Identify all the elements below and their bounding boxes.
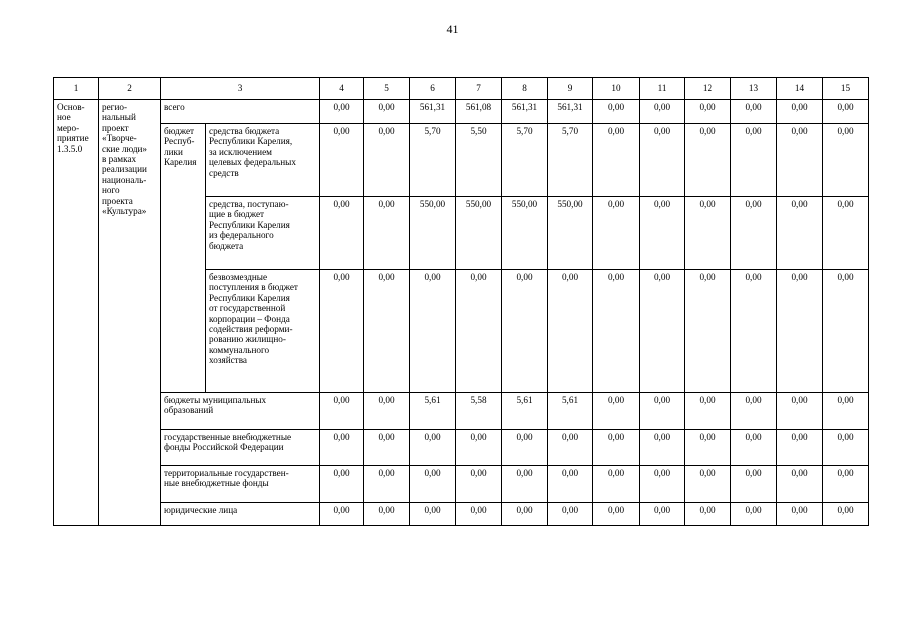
value-cell: 0,00 [685, 124, 731, 197]
header-row [54, 78, 869, 100]
value-cell: 0,00 [456, 503, 502, 526]
value-cell: 0,00 [823, 197, 869, 270]
value-cell: 0,00 [593, 430, 640, 466]
value-cell: 0,00 [364, 270, 410, 393]
value-cell: 0,00 [640, 100, 685, 124]
value-cell: 5,58 [456, 393, 502, 430]
value-cell: 0,00 [593, 197, 640, 270]
value-cell: 0,00 [502, 430, 548, 466]
value-cell: 550,00 [456, 197, 502, 270]
value-cell: 0,00 [823, 100, 869, 124]
value-cell: 0,00 [823, 466, 869, 503]
group-cell: бюджет Респуб- лики Карелия [161, 124, 206, 393]
value-cell: 0,00 [777, 503, 823, 526]
value-cell: 0,00 [823, 393, 869, 430]
value-cell: 0,00 [685, 197, 731, 270]
table-row [54, 466, 869, 503]
budget-table [53, 77, 869, 526]
table-row [54, 393, 869, 430]
row-label: бюджеты муниципальных образований [161, 393, 320, 430]
value-cell: 550,00 [410, 197, 456, 270]
value-cell: 561,08 [456, 100, 502, 124]
value-cell: 0,00 [320, 430, 364, 466]
value-cell: 0,00 [685, 466, 731, 503]
value-cell: 550,00 [548, 197, 593, 270]
col-header: 4 [320, 78, 364, 100]
value-cell: 0,00 [731, 393, 777, 430]
value-cell: 0,00 [823, 503, 869, 526]
value-cell: 5,61 [410, 393, 456, 430]
value-cell: 0,00 [364, 197, 410, 270]
value-cell: 0,00 [640, 466, 685, 503]
value-cell: 5,61 [548, 393, 593, 430]
value-cell: 0,00 [320, 100, 364, 124]
value-cell: 0,00 [823, 124, 869, 197]
value-cell: 0,00 [320, 393, 364, 430]
value-cell: 0,00 [502, 270, 548, 393]
value-cell: 561,31 [410, 100, 456, 124]
col-header: 13 [731, 78, 777, 100]
value-cell: 0,00 [456, 270, 502, 393]
value-cell: 0,00 [685, 430, 731, 466]
value-cell: 0,00 [731, 430, 777, 466]
value-cell: 0,00 [410, 503, 456, 526]
col-header: 8 [502, 78, 548, 100]
value-cell: 0,00 [640, 197, 685, 270]
value-cell: 0,00 [410, 430, 456, 466]
value-cell: 0,00 [593, 100, 640, 124]
value-cell: 0,00 [777, 100, 823, 124]
value-cell: 5,61 [502, 393, 548, 430]
value-cell: 0,00 [777, 430, 823, 466]
value-cell: 0,00 [777, 270, 823, 393]
value-cell: 5,70 [548, 124, 593, 197]
value-cell: 0,00 [456, 466, 502, 503]
value-cell: 0,00 [410, 270, 456, 393]
value-cell: 0,00 [593, 393, 640, 430]
col-header: 5 [364, 78, 410, 100]
value-cell: 0,00 [823, 430, 869, 466]
value-cell: 550,00 [502, 197, 548, 270]
value-cell: 0,00 [548, 466, 593, 503]
value-cell: 0,00 [593, 270, 640, 393]
value-cell: 0,00 [640, 503, 685, 526]
activity-cell: Основ- ное меро- приятие 1.3.5.0 [54, 100, 99, 526]
table-row [54, 124, 869, 197]
row-label: средства бюджета Республики Карелия, за исключением целевых федеральных средств [206, 124, 320, 197]
value-cell: 0,00 [823, 270, 869, 393]
value-cell: 0,00 [731, 197, 777, 270]
value-cell: 0,00 [364, 124, 410, 197]
row-label: всего [161, 100, 320, 124]
table-row [54, 430, 869, 466]
row-label: территориальные государствен- ные внебюджетные фонды [161, 466, 320, 503]
value-cell: 0,00 [364, 466, 410, 503]
col-header: 6 [410, 78, 456, 100]
value-cell: 0,00 [685, 270, 731, 393]
value-cell: 0,00 [548, 430, 593, 466]
value-cell: 0,00 [364, 100, 410, 124]
value-cell: 0,00 [685, 393, 731, 430]
row-label: средства, поступаю- щие в бюджет Республики Карелия из федерального бюджета [206, 197, 320, 270]
value-cell: 0,00 [777, 124, 823, 197]
value-cell: 0,00 [548, 503, 593, 526]
row-label: государственные внебюджетные фонды Российской Федерации [161, 430, 320, 466]
value-cell: 0,00 [320, 197, 364, 270]
value-cell: 0,00 [777, 393, 823, 430]
col-header: 9 [548, 78, 593, 100]
value-cell: 5,70 [410, 124, 456, 197]
value-cell: 0,00 [320, 466, 364, 503]
value-cell: 0,00 [320, 124, 364, 197]
value-cell: 0,00 [548, 270, 593, 393]
value-cell: 0,00 [502, 466, 548, 503]
value-cell: 0,00 [640, 430, 685, 466]
value-cell: 5,70 [502, 124, 548, 197]
col-header: 15 [823, 78, 869, 100]
col-header: 14 [777, 78, 823, 100]
value-cell: 0,00 [731, 124, 777, 197]
value-cell: 0,00 [364, 430, 410, 466]
value-cell: 561,31 [502, 100, 548, 124]
value-cell: 0,00 [410, 466, 456, 503]
col-header: 7 [456, 78, 502, 100]
value-cell: 0,00 [593, 466, 640, 503]
row-label: безвозмездные поступления в бюджет Республики Карелия от государственной корпорации – Фонда содействия реформи- рованию жилищно- коммунального хозяйства [206, 270, 320, 393]
value-cell: 0,00 [364, 393, 410, 430]
value-cell: 0,00 [640, 124, 685, 197]
value-cell: 0,00 [456, 430, 502, 466]
value-cell: 0,00 [685, 100, 731, 124]
value-cell: 0,00 [320, 503, 364, 526]
value-cell: 0,00 [320, 270, 364, 393]
row-label: юридические лица [161, 503, 320, 526]
value-cell: 0,00 [593, 124, 640, 197]
value-cell: 0,00 [731, 466, 777, 503]
value-cell: 0,00 [777, 466, 823, 503]
value-cell: 0,00 [685, 503, 731, 526]
value-cell: 0,00 [640, 270, 685, 393]
col-header: 3 [161, 78, 320, 100]
value-cell: 0,00 [593, 503, 640, 526]
col-header: 12 [685, 78, 731, 100]
page-number: 41 [446, 22, 459, 36]
value-cell: 0,00 [731, 100, 777, 124]
value-cell: 5,50 [456, 124, 502, 197]
value-cell: 0,00 [364, 503, 410, 526]
col-header: 1 [54, 78, 99, 100]
value-cell: 561,31 [548, 100, 593, 124]
table-row [54, 503, 869, 526]
table-row [54, 100, 869, 124]
project-cell: регио- нальный проект «Творче- ские люди» в рамках реализации националь- ного проекта «Культура» [99, 100, 161, 526]
value-cell: 0,00 [502, 503, 548, 526]
value-cell: 0,00 [640, 393, 685, 430]
col-header: 11 [640, 78, 685, 100]
col-header: 2 [99, 78, 161, 100]
col-header: 10 [593, 78, 640, 100]
value-cell: 0,00 [731, 270, 777, 393]
value-cell: 0,00 [777, 197, 823, 270]
value-cell: 0,00 [731, 503, 777, 526]
